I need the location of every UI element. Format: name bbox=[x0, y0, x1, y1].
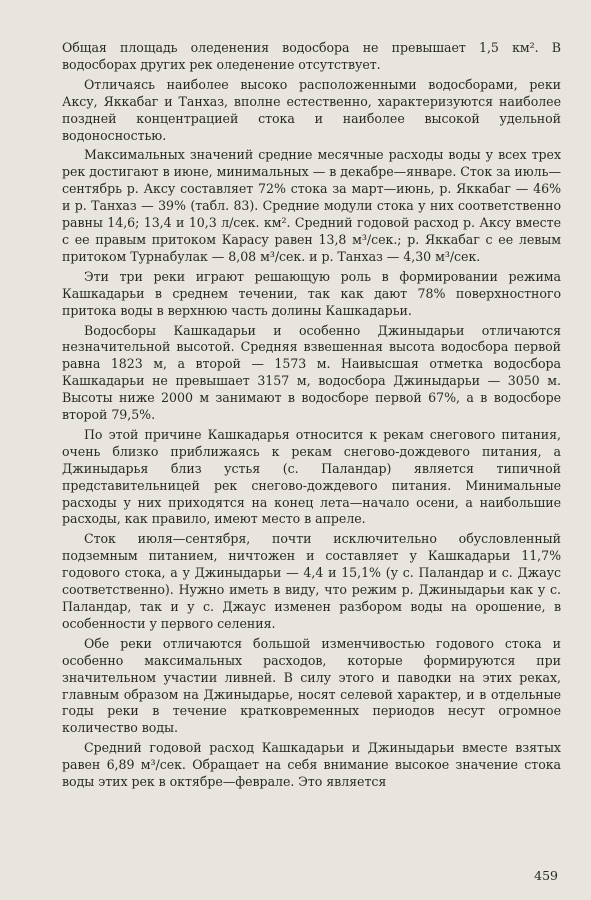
paragraph-1: Общая площадь оледенения водосбора не превышает 1,5 км². В водосборах других рек оледенение отсутствует. bbox=[62, 40, 561, 72]
paragraph-2: Отличаясь наиболее высоко расположенными водосборами, реки Аксу, Яккабаг и Танхаз, вполне естественно, характеризуются наиболее поздней концентрацией стока и наиболее высокой удельной водоносностью. bbox=[62, 76, 561, 143]
paragraph-4: Эти три реки играют решающую роль в формировании режима Кашкадарьи в среднем течении, так как дают 78% поверхностного притока воды в верхнюю часть долины Кашкадарьи. bbox=[62, 268, 561, 318]
paragraph-5: Водосборы Кашкадарьи и особенно Джиныдарьи отличаются незначительной высотой. Средняя взвешенная высота водосбора первой равна 1823 м, а второй — 1573 м. Наивысшая отметка водосбора Кашкадарьи не превышает 3157 м, водосбора Джиныдарьи — 3050 м. Высоты ниже 2000 м занимают в водосборе первой 67%, а в водосборе второй 79,5%. bbox=[62, 322, 561, 423]
paragraph-3: Максимальных значений средние месячные расходы воды у всех трех рек достигают в июне, минимальных — в декабре—январе. Сток за июль—сентябрь р. Аксу составляет 72% стока за март—июнь, р. Яккабаг — 46% и р. Танхаз — 39% (табл. 83). Средние модули стока у них соответственно равны 14,6; 13,4 и 10,3 л/сек. км². Средний годовой расход р. Аксу вместе с ее правым притоком Карасу равен 13,8 м³/сек.; р. Яккабаг с ее левым притоком Турнабулак — 8,08 м³/сек. и р. Танхаз — 4,30 м³/сек. bbox=[62, 147, 561, 264]
paragraph-6: По этой причине Кашкадарья относится к рекам снегового питания, очень близко приближаясь к рекам снегово-дождевого питания, а Джиныдарья близ устья (с. Паландар) является типичной представительницей рек снегово-дождевого питания. Минимальные расходы у них приходятся на конец лета—начало осени, а наибольшие расходы, как правило, имеют место в апреле. bbox=[62, 426, 561, 527]
paragraph-7: Сток июля—сентября, почти исключительно обусловленный подземным питанием, ничтожен и составляет у Кашкадарьи 11,7% годового стока, а у Джиныдарьи — 4,4 и 15,1% (у с. Паландар и с. Джаус соответственно). Нужно иметь в виду, что режим р. Джиныдарьи как у с. Паландар, так и у с. Джаус изменен разбором воды на орошение, в особенности у первого селения. bbox=[62, 531, 561, 631]
text-body bbox=[62, 40, 561, 791]
page-number: 459 bbox=[534, 868, 558, 883]
paragraph-9: Средний годовой расход Кашкадарьи и Джиныдарьи вместе взятых равен 6,89 м³/сек. Обращает на себя внимание высокое значение стока воды этих рек в октябре—феврале. Это является bbox=[62, 740, 561, 790]
paragraph-8: Обе реки отличаются большой изменчивостью годового стока и особенно максимальных расходов, которые формируются при значительном участии ливней. В силу этого и паводки на этих реках, главным образом на Джиныдарье, носят селевой характер, и в отдельные годы реки в течение кратковременных периодов несут огромное количество воды. bbox=[62, 635, 561, 736]
